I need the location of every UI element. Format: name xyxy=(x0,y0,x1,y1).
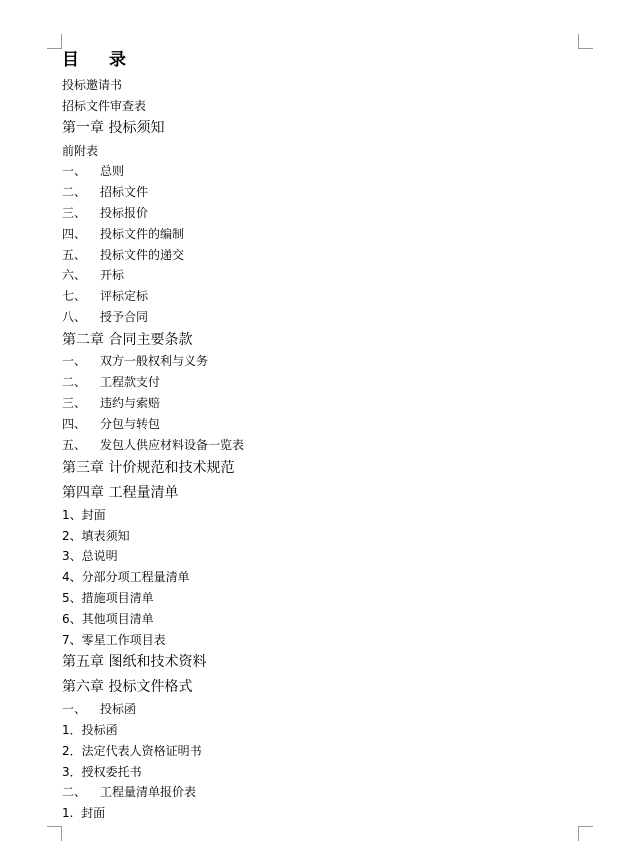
toc-entry[interactable] xyxy=(62,311,148,323)
toc-entry[interactable] xyxy=(62,745,202,757)
toc-entry-number: 四、 xyxy=(62,417,87,431)
toc-chapter-heading[interactable] xyxy=(62,333,192,347)
margin-corner-bottom-left xyxy=(47,826,62,841)
toc-entry[interactable] xyxy=(62,376,160,388)
toc-entry-text: 5、措施项目清单 xyxy=(62,591,154,605)
toc-entry[interactable] xyxy=(62,186,148,198)
toc-entry[interactable] xyxy=(62,550,118,562)
toc-entry[interactable] xyxy=(62,207,148,219)
toc-entry-text: 7、零星工作项目表 xyxy=(62,633,166,647)
toc-entry-text: 3、总说明 xyxy=(62,549,118,563)
toc-entry-text: 第二章 合同主要条款 xyxy=(62,332,193,348)
toc-entry-number: 八、 xyxy=(62,310,87,324)
toc-entry-text: 投标邀请书 xyxy=(62,78,123,92)
toc-entry-text: 第一章 投标须知 xyxy=(62,120,165,136)
toc-entry[interactable] xyxy=(62,355,208,367)
toc-title: 目 录 xyxy=(62,50,126,70)
toc-entry[interactable] xyxy=(62,290,148,302)
toc-entry-text: 授予合同 xyxy=(100,310,149,324)
toc-entry[interactable] xyxy=(62,592,154,604)
toc-entry-text: 开标 xyxy=(100,268,125,282)
toc-entry-text: 投标报价 xyxy=(100,206,149,220)
toc-entry-text: 3．授权委托书 xyxy=(62,765,142,779)
toc-entry[interactable] xyxy=(62,786,196,798)
toc-entry-number: 五、 xyxy=(62,248,87,262)
toc-entry-text: 4、分部分项工程量清单 xyxy=(62,570,190,584)
toc-entry[interactable] xyxy=(62,228,184,240)
toc-entry-text: 分包与转包 xyxy=(100,417,161,431)
toc-entry[interactable] xyxy=(62,418,160,430)
toc-entry[interactable] xyxy=(62,530,130,542)
toc-entry-text: 1．投标函 xyxy=(62,723,118,737)
margin-corner-bottom-right xyxy=(578,826,593,841)
toc-entry-number: 二、 xyxy=(62,185,87,199)
toc-entry-text: 工程量清单报价表 xyxy=(100,785,197,799)
toc-entry-number: 五、 xyxy=(62,438,87,452)
toc-entry-number: 二、 xyxy=(62,375,87,389)
toc-entry-text: 6、其他项目清单 xyxy=(62,612,154,626)
toc-entry[interactable] xyxy=(62,634,166,646)
toc-chapter-heading[interactable] xyxy=(62,121,164,135)
toc-entry-number: 七、 xyxy=(62,289,87,303)
toc-entry-text: 投标函 xyxy=(100,702,137,716)
toc-entry-text: 1. 封面 xyxy=(62,806,106,820)
toc-entry-text: 招标文件审查表 xyxy=(62,99,147,113)
toc-chapter-heading[interactable] xyxy=(62,461,234,475)
toc-entry[interactable] xyxy=(62,249,184,261)
toc-entry-text: 评标定标 xyxy=(100,289,149,303)
toc-entry[interactable] xyxy=(62,100,146,112)
toc-entry-text: 1、封面 xyxy=(62,508,106,522)
toc-entry[interactable] xyxy=(62,571,190,583)
toc-entry-number: 六、 xyxy=(62,268,87,282)
toc-entry[interactable] xyxy=(62,439,244,451)
toc-entry-text: 工程款支付 xyxy=(100,375,161,389)
toc-chapter-heading[interactable] xyxy=(62,680,192,694)
toc-entry-text: 第四章 工程量清单 xyxy=(62,485,179,501)
toc-entry-text: 违约与索赔 xyxy=(100,396,161,410)
toc-entry[interactable] xyxy=(62,766,142,778)
toc-entry-text: 2．法定代表人资格证明书 xyxy=(62,744,202,758)
toc-entry-text: 招标文件 xyxy=(100,185,149,199)
toc-entry[interactable] xyxy=(62,145,98,157)
margin-corner-top-left xyxy=(47,34,62,49)
toc-entry[interactable] xyxy=(62,613,154,625)
toc-entry-text: 第三章 计价规范和技术规范 xyxy=(62,460,235,476)
toc-entry[interactable] xyxy=(62,79,122,91)
toc-entry[interactable] xyxy=(62,509,106,521)
toc-entry-text: 总则 xyxy=(100,164,125,178)
toc-entry-number: 一、 xyxy=(62,164,87,178)
toc-entry-number: 三、 xyxy=(62,396,87,410)
toc-entry-text: 第六章 投标文件格式 xyxy=(62,679,193,695)
toc-entry-number: 一、 xyxy=(62,702,87,716)
toc-entry-text: 前附表 xyxy=(62,144,99,158)
toc-entry-number: 三、 xyxy=(62,206,87,220)
toc-entry-text: 双方一般权利与义务 xyxy=(100,354,209,368)
toc-chapter-heading[interactable] xyxy=(62,486,178,500)
toc-entry[interactable] xyxy=(62,165,124,177)
toc-entry-number: 二、 xyxy=(62,785,87,799)
toc-entry[interactable] xyxy=(62,269,124,281)
toc-entry-text: 投标文件的递交 xyxy=(100,248,185,262)
toc-entry-text: 2、填表须知 xyxy=(62,529,130,543)
toc-chapter-heading[interactable] xyxy=(62,655,206,669)
toc-entry-number: 四、 xyxy=(62,227,87,241)
toc-entry[interactable] xyxy=(62,397,160,409)
toc-entry-text: 第五章 图纸和技术资料 xyxy=(62,654,207,670)
toc-entry[interactable] xyxy=(62,807,105,819)
toc-entry[interactable] xyxy=(62,724,118,736)
toc-entry[interactable] xyxy=(62,703,136,715)
margin-corner-top-right xyxy=(578,34,593,49)
toc-entry-text: 发包人供应材料设备一览表 xyxy=(100,438,245,452)
toc-entry-text: 投标文件的编制 xyxy=(100,227,185,241)
toc-entry-number: 一、 xyxy=(62,354,87,368)
